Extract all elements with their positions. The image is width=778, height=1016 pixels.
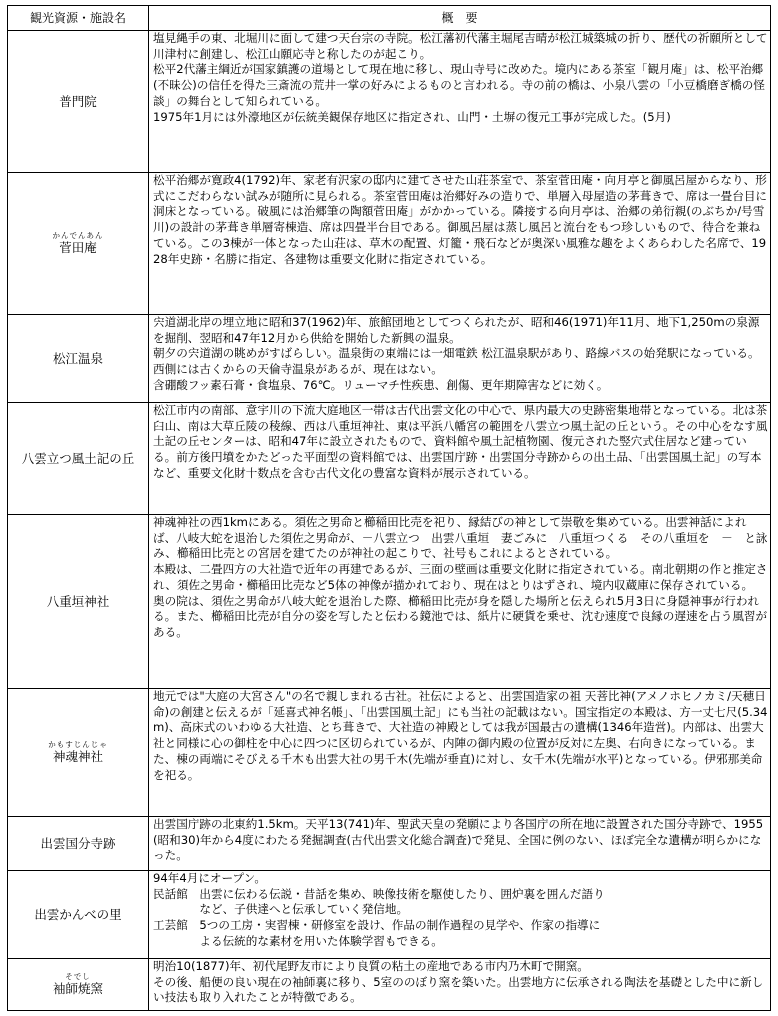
facility-name bbox=[8, 871, 149, 959]
table-row bbox=[8, 959, 771, 1011]
table-row bbox=[8, 817, 771, 871]
furigana: かんでんあん bbox=[52, 231, 104, 240]
facility-title: 神魂神社 bbox=[52, 749, 103, 764]
facility-title: 菅田庵 bbox=[59, 240, 97, 255]
table-row bbox=[8, 315, 771, 403]
facility-name bbox=[8, 959, 149, 1011]
facility-name bbox=[8, 173, 149, 315]
facility-description: 94年4月にオープン。 民話館 出雲に伝わる伝説・昔話を集め、映像技術を駆使したり、囲炉裏を囲んだ語り など、子供達へと伝承していく発信地。 工芸館 5つの工房・実習棟・研修室を設け、作品の制作過程の見学や、作家の指導に よる伝統的な素材を用いた体験学習もできる。 bbox=[149, 871, 771, 959]
facility-name bbox=[8, 31, 149, 173]
facility-description: 松江市内の南部、意宇川の下流大庭地区一帯は古代出雲文化の中心で、県内最大の史跡密集地帯となっている。北は茶臼山、南は大草丘陵の稜線、西は八重垣神社、東は平浜八幡宮の範囲を八雲立つ風土記の丘という。その中心をなす風土記の丘センターは、昭和47年に設立されたもので、資料館や風土記植物園、復元された竪穴式住居など建っている。前方後円墳をかたどった平面型の資料館では、出雲国庁跡・出雲国分寺跡からの出土品、「出雲国風土記」の写本など、重要文化財十数点を含む古代文化の豊富な資料が展示されている。 bbox=[149, 403, 771, 515]
tourism-table bbox=[7, 5, 771, 1011]
facility-description: 宍道湖北岸の埋立地に昭和37(1962)年、旅館団地としてつくられたが、昭和46(1971)年11月、地下1,250mの泉源を掘削、翌昭和47年12月から供給を開始した新興の温泉。 朝夕の宍道湖の眺めがすばらしい。温泉街の東端には一畑電鉄 松江温泉駅があり、路線バスの始発駅になっている。西側には古くからの天倫寺温泉があるが、現在はない。 含硼酸フッ素石膏・食塩泉、76℃。リューマチ性疾患、創傷、更年期障害などに効く。 bbox=[149, 315, 771, 403]
facility-description: 出雲国庁跡の北東約1.5km。天平13(741)年、聖武天皇の発願により各国庁の所在地に設置された国分寺跡で、1955(昭和30)年から4度にわたる発掘調査(古代出雲文化総合調査)で発見、全国に例のない、ほぼ完全な遺構が明らかになった。 bbox=[149, 817, 771, 871]
facility-description: 松平治郷が寛政4(1792)年、家老有沢家の邸内に建てさせた山荘茶室で、茶室菅田庵・向月亭と御風呂屋からなり、形式にこだわらない試みが随所に見られる。茶室菅田庵は治郷好みの造りで、単層入母屋造の茅葺きで、席は一畳台目に洞床となっている。破風には治郷筆の陶額菅田庵」がかかっている。隣接する向月亭は、治郷の弟衍親(のぶちか/号雪川)の設計の茅葺き単層寄棟造、席は四畳半台目である。御風呂屋は蒸し風呂と流台をもつ珍しいもので、待合を兼ねている。この3棟が一体となった山荘は、草木の配置、灯籠・飛石などが奥深い風雅な趣をよくあらわした名席で、1928年史跡・名勝に指定、各建物は重要文化財に指定されている。 bbox=[149, 173, 771, 315]
facility-name bbox=[8, 817, 149, 871]
table-row bbox=[8, 515, 771, 689]
table-row bbox=[8, 31, 771, 173]
facility-title: 出雲国分寺跡 bbox=[40, 835, 116, 851]
table-row bbox=[8, 871, 771, 959]
facility-title: 出雲かんべの里 bbox=[34, 906, 122, 922]
header-name: 観光資源・施設名 bbox=[8, 6, 149, 31]
facility-name bbox=[8, 515, 149, 689]
facility-name bbox=[8, 403, 149, 515]
header-description: 概 要 bbox=[149, 6, 771, 31]
facility-description: 地元では"大庭の大宮さん"の名で親しまれる古社。社伝によると、出雲国造家の祖 天菩比神(アメノホヒノカミ/天穂日命)の創建と伝えるが「延喜式神名帳」、「出雲国風土記」にも当社の記載はない。国宝指定の本殿は、方一丈七尺(5.34m)、高床式のいわゆる大社造、とち葺きで、大社造の神殿としては我が国最古の遺構(1346年造営)。内部は、出雲大社と同様に心の御柱を中心に四つに区切られているが、内陣の御内殿の位置が反対に左奥、右向きになっている。また、棟の両端にそびえる千木も出雲大社の男千木(先端が垂直)に対し、女千木(先端が水平)となっている。伊邪那美命を祀る。 bbox=[149, 689, 771, 817]
facility-title: 松江温泉 bbox=[52, 350, 103, 366]
facility-name bbox=[8, 315, 149, 403]
table-row bbox=[8, 173, 771, 315]
furigana: そでし bbox=[65, 972, 91, 981]
facility-title: 普門院 bbox=[59, 93, 97, 109]
header-row bbox=[8, 6, 771, 31]
facility-title: 袖師焼窯 bbox=[52, 981, 103, 996]
furigana: かもすじんじゃ bbox=[48, 740, 108, 749]
facility-description: 塩見縄手の東、北堀川に面して建つ天台宗の寺院。松江藩初代藩主堀尾吉晴が松江城築城の折り、歴代の祈願所として川津村に創建し、松江山願応寺と称したのが起こり。 松平2代藩主綱近が国家鎮護の道場として現在地に移し、現山寺号に改めた。境内にある茶室「観月庵」は、松平治郷(不昧公)の信任を得た三斎流の荒井一掌の好みによるものと言われる。寺の前の橋は、小泉八雲の「小豆橋磨ぎ橋の怪談」の舞台として知られている。 1975年1月には外濠地区が伝統美観保存地区に指定され、山門・土塀の復元工事が完成した。(5月) bbox=[149, 31, 771, 173]
table-row bbox=[8, 403, 771, 515]
table-row bbox=[8, 689, 771, 817]
facility-name bbox=[8, 689, 149, 817]
facility-description: 明治10(1877)年、初代尾野友市により良質の粘土の産地である市内乃木町で開窯。 その後、船便の良い現在の袖師裏に移り、5室ののぼり窯を築いた。出雲地方に伝承される陶法を基礎とした中に新しい技法も取り入れたことが特徴である。 bbox=[149, 959, 771, 1011]
facility-title: 八雲立つ風土記の丘 bbox=[21, 450, 135, 466]
facility-description: 神魂神社の西1kmにある。須佐之男命と櫛稲田比売を祀り、縁結びの神として崇敬を集めている。出雲神話によれば、八岐大蛇を退治した須佐之男命が、－八雲立つ 出雲八重垣 妻ごみに 八重垣つくる その八重垣を － と詠み、櫛稲田比売との宮居を建てたのが神社の起こりで、社号もこれによるとされている。 本殿は、二畳四方の大社造で近年の再建であるが、三面の壁画は重要文化財に指定されている。南北朝期の作と推定され、須佐之男命・櫛稲田比売など5体の神像が描かれており、現在はとりはずされ、境内収蔵庫に保存されている。 奥の院は、須佐之男命が八岐大蛇を退治した際、櫛稲田比売が身を隠した場所と伝えられ5月3日に身隠神事が行われる。また、櫛稲田比売が自分の姿を写したと伝わる鏡池では、紙片に硬貨を乗せ、沈む速度で良縁の遅速を占う風習がある。 bbox=[149, 515, 771, 689]
facility-title: 八重垣神社 bbox=[46, 593, 110, 609]
